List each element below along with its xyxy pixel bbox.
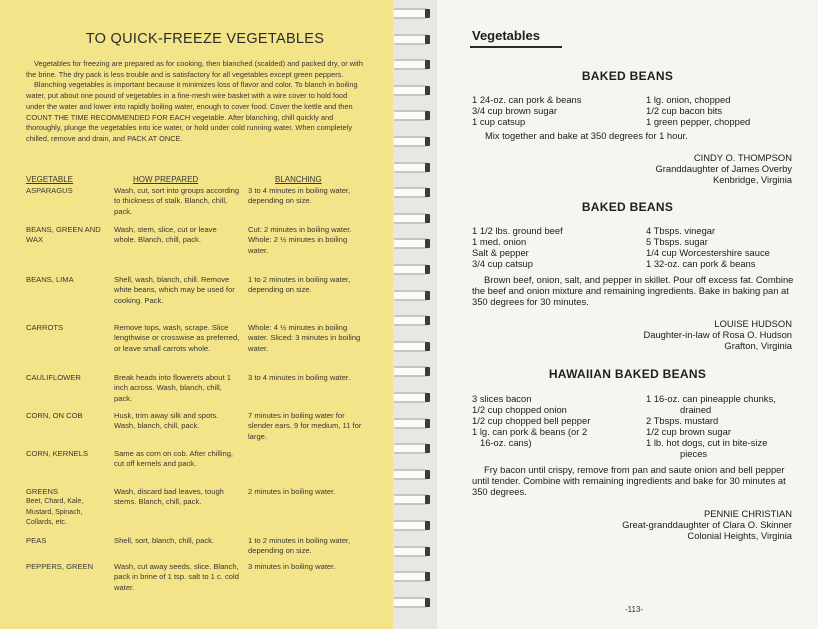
intro-paragraph: Vegetables for freezing are prepared as for cooking, then blanched (scalded) and packed dry, or with the brine. The dry pack is less trouble and is satisfactory for all vegetables except green peppers. <box>26 59 363 79</box>
ingredient: 16-oz. cans) <box>480 437 532 448</box>
recipe-signature <box>622 508 792 541</box>
ingredient: 4 Tbsps. vinegar <box>646 225 716 236</box>
ingredient: 1 16-oz. can pineapple chunks, <box>646 393 776 404</box>
how-prepared: Husk, trim away silk and spots. Wash, blanch, chill, pack. <box>114 411 219 431</box>
binding-hole <box>425 393 430 402</box>
vegetable-name: GREENS <box>26 487 59 496</box>
ingredient: pieces <box>680 448 708 459</box>
binding-hole <box>425 291 430 300</box>
vegetable-name: ASPARAGUS <box>26 186 73 195</box>
ingredient: 3/4 cup brown sugar <box>472 105 557 116</box>
page-number: -113- <box>625 605 644 614</box>
how-prepared: Same as corn on cob. After chilling, cut off kernels and pack. <box>114 449 234 469</box>
recipe-directions: Brown beef, onion, salt, and pepper in skillet. Pour off excess fat. Combine the beef and onion mixture and remaining ingredients. Bake in baking pan at 350 degrees for 30 minutes. <box>472 274 794 307</box>
ingredient: 1/2 cup chopped bell pepper <box>472 415 591 426</box>
blanching-time: 1 to 2 minutes in boiling water, depending on size. <box>248 275 351 295</box>
binding-hole <box>425 35 430 44</box>
binding-hole <box>425 137 430 146</box>
ingredient: 1/2 cup chopped onion <box>472 404 567 415</box>
blanching-time: 1 to 2 minutes in boiling water, depending on size. <box>248 536 351 556</box>
intro-paragraph: Blanching vegetables is important because it minimizes loss of flavor and color. To blanch in boiling water, put about one pound of vegetables in a fine-mesh wire basket with a wire cover to hold food under the water and lower into rapidly boiling water, enough to cover food. Cover the kettle and then COUNT THE TIME RECOMMENDED FOR EACH vegetable. After blanching, chill quickly and thoroughly, plunge the vegetables into ice water, or hold under cold running water. When completely chilled, remove and drain, and PACK AT ONCE. <box>26 80 358 143</box>
binding-hole <box>425 419 430 428</box>
binding-hole <box>425 572 430 581</box>
ingredient: Salt & pepper <box>472 247 529 258</box>
ingredient-list <box>646 393 776 459</box>
how-prepared: Wash, discard bad leaves, tough stems. Blanch, chill, pack. <box>114 487 224 507</box>
how-prepared: Break heads into flowerets about 1 inch across. Wash, blanch, chill, pack. <box>114 373 231 403</box>
author-name: PENNIE CHRISTIAN <box>703 508 792 519</box>
ingredient: 3 slices bacon <box>472 393 532 404</box>
ingredient: 1/2 cup bacon bits <box>646 105 723 116</box>
binding-hole <box>425 9 430 18</box>
author-location: Kenbridge, Virginia <box>712 174 792 185</box>
author-name: CINDY O. THOMPSON <box>693 152 792 163</box>
binding-hole <box>425 598 430 607</box>
blanching-time: 3 to 4 minutes in boiling water, depending on size. <box>248 186 351 206</box>
ingredient-list <box>646 225 770 269</box>
ingredient: 1 1/2 lbs. ground beef <box>472 225 563 236</box>
vegetable-name: CORN, KERNELS <box>26 449 89 458</box>
blanching-time: 7 minutes in boiling water for slender ears. 9 for medium, 11 for large. <box>248 411 362 441</box>
ingredient-list <box>646 94 750 127</box>
vegetable-name: CAULIFLOWER <box>26 373 81 382</box>
how-prepared: Remove tops, wash, scrape. Slice lengthwise or crosswise as preferred, or leave small carrots whole. <box>114 323 240 353</box>
binding-hole <box>425 316 430 325</box>
ingredient: 1 lb. hot dogs, cut in bite-size <box>646 437 768 448</box>
column-header-prepared: HOW PREPARED <box>133 175 199 184</box>
vegetable-name: CORN, ON COB <box>26 411 83 420</box>
ingredient: drained <box>680 404 712 415</box>
blanching-time: 3 to 4 minutes in boiling water. <box>248 373 351 382</box>
binding-hole <box>425 547 430 556</box>
vegetable-note: Beet, Chard, Kale, Mustard, Spinach, Collards, etc. <box>26 498 84 526</box>
ingredient: 1 green pepper, chopped <box>646 116 751 127</box>
blanching-time: 3 minutes in boiling water. <box>248 562 336 571</box>
binding-hole <box>425 521 430 530</box>
binding-hole <box>425 265 430 274</box>
ingredient-list <box>472 225 563 269</box>
ingredient-list <box>472 393 590 448</box>
binding-hole <box>425 470 430 479</box>
section-title: Vegetables <box>472 28 540 43</box>
author-name: LOUISE HUDSON <box>714 318 792 329</box>
recipe-title: BAKED BEANS <box>581 200 674 214</box>
vegetable-cell <box>26 487 111 528</box>
how-prepared: Shell, wash, blanch, chill. Remove white beans, which may be used for cooking. Pack. <box>114 275 235 305</box>
how-prepared: Wash, stem, slice, cut or leave whole. Blanch, chill, pack. <box>114 225 217 245</box>
how-prepared: Wash, cut, sort into groups according to thickness of stalk. Blanch, chill, pack. <box>114 186 240 216</box>
binding-hole <box>425 214 430 223</box>
recipe-signature <box>655 152 792 185</box>
author-location: Grafton, Virginia <box>724 340 792 351</box>
recipe-directions: Fry bacon until crispy, remove from pan and saute onion and bell pepper until tender. Combine with remaining ingredients and bake for 30 minutes at 350 degrees. <box>472 464 786 497</box>
ingredient: 2 Tbsps. mustard <box>646 415 719 426</box>
ingredient: 1/4 cup Worcestershire sauce <box>646 247 770 258</box>
ingredient: 5 Tbsps. sugar <box>646 236 708 247</box>
binding-hole <box>425 495 430 504</box>
recipe-signature <box>643 318 792 351</box>
blanching-time: Whole: 4 ½ minutes in boiling water. Sliced: 3 minutes in boiling water. <box>248 323 361 353</box>
ingredient: 1 lg. can pork & beans (or 2 <box>472 426 588 437</box>
recipe-title: BAKED BEANS <box>581 69 674 83</box>
author-location: Colonial Heights, Virginia <box>687 530 792 541</box>
left-page <box>0 0 393 629</box>
ingredient: 1 32-oz. can pork & beans <box>646 258 756 269</box>
vegetable-name: BEANS, GREEN AND WAX <box>26 225 101 245</box>
how-prepared: Shell, sort, blanch, chill, pack. <box>114 536 215 545</box>
ingredient: 1 24-oz. can pork & beans <box>472 94 582 105</box>
binding-hole <box>425 86 430 95</box>
binding-hole <box>425 60 430 69</box>
vegetable-name: BEANS, LIMA <box>26 275 74 284</box>
author-relation: Daughter-in-law of Rosa O. Hudson <box>643 329 792 340</box>
binding-hole <box>425 367 430 376</box>
ingredient-list <box>472 94 581 127</box>
blanching-time: 2 minutes in boiling water. <box>248 487 336 496</box>
ingredient: 1 med. onion <box>472 236 527 247</box>
binding-hole <box>425 163 430 172</box>
section-underline <box>470 46 562 48</box>
recipe-title: HAWAIIAN BAKED BEANS <box>548 367 707 381</box>
ingredient: 3/4 cup catsup <box>472 258 533 269</box>
binding-hole <box>425 342 430 351</box>
binding-hole <box>425 239 430 248</box>
author-relation: Great-granddaughter of Clara O. Skinner <box>622 519 792 530</box>
column-header-vegetable: VEGETABLE <box>26 175 73 184</box>
vegetable-name: PEAS <box>26 536 47 545</box>
vegetable-name: CARROTS <box>26 323 64 332</box>
vegetable-name: PEPPERS, GREEN <box>26 562 94 571</box>
how-prepared: Wash, cut away seeds, slice. Blanch, pack in brine of 1 tsp. salt to 1 c. cold water. <box>114 562 239 592</box>
ingredient: 1/2 cup brown sugar <box>646 426 731 437</box>
blanching-time: Cut: 2 minutes in boiling water. Whole: 2 ½ minutes in boiling water. <box>248 225 352 255</box>
ingredient: 1 lg. onion, chopped <box>646 94 731 105</box>
recipe-directions: Mix together and bake at 350 degrees for 1 hour. <box>485 130 688 141</box>
binding-hole <box>425 111 430 120</box>
column-header-blanching: BLANCHING <box>275 175 322 184</box>
binding-hole <box>425 188 430 197</box>
ingredient: 1 cup catsup <box>472 116 526 127</box>
page-title: TO QUICK-FREEZE VEGETABLES <box>85 31 325 47</box>
binding-hole <box>425 444 430 453</box>
intro-text <box>26 59 368 145</box>
author-relation: Granddaughter of James Overby <box>655 163 792 174</box>
